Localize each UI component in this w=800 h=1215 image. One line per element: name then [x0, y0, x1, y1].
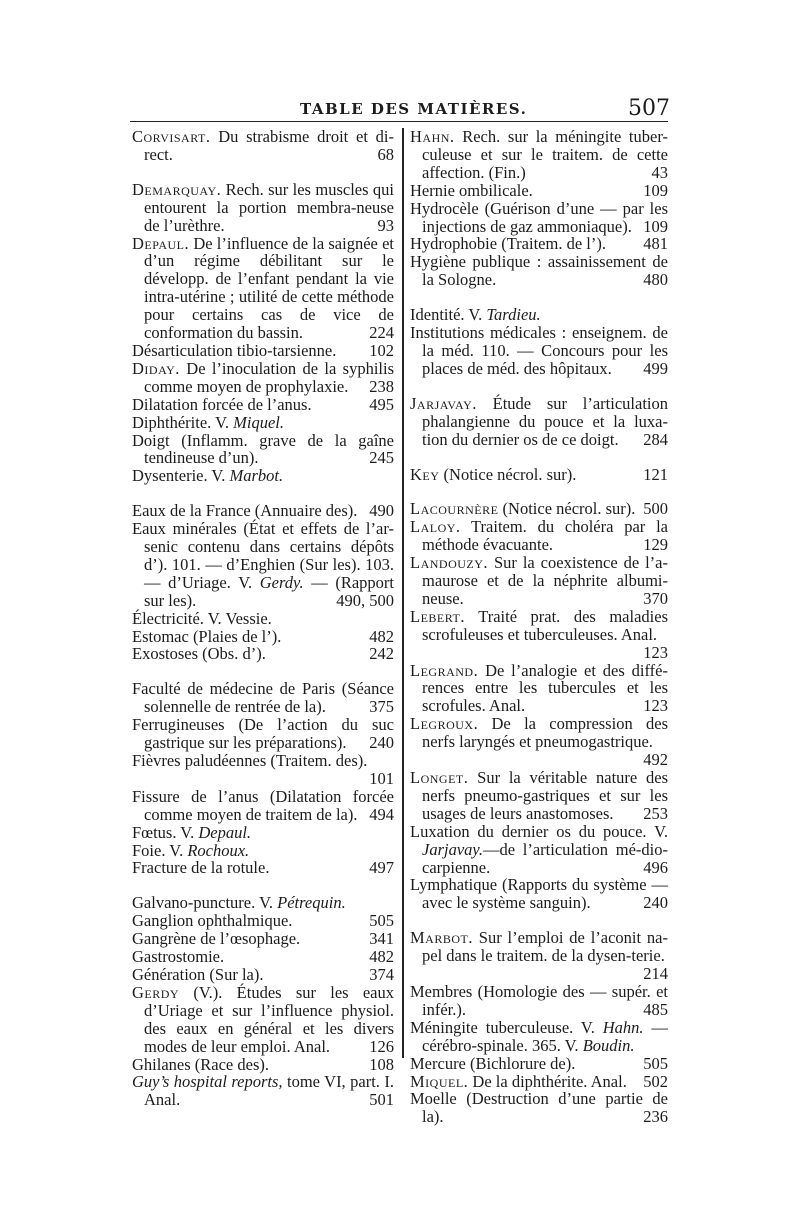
index-entry: [132, 859, 394, 877]
entry-heading: Fœtus. V.: [132, 822, 199, 842]
entry-heading: Hygiène publique : assainissement de la Sologne.: [410, 252, 668, 290]
page-reference: 123: [643, 642, 668, 662]
index-entry: [410, 1055, 668, 1073]
entry-crossref: Pétrequin.: [277, 893, 346, 913]
entry-text: (Notice nécrol. sur).: [498, 499, 636, 519]
entry-heading: Diphthérite. V.: [132, 412, 234, 432]
entry-heading: Foie. V.: [132, 840, 188, 860]
index-entry: [410, 662, 668, 716]
entry-crossref: Jarjavay.: [422, 839, 483, 859]
index-entry: [132, 645, 394, 663]
entry-heading: Hahn.: [410, 127, 455, 146]
page-reference: 492: [643, 750, 668, 770]
page-reference: 482: [369, 947, 394, 967]
entry-heading: Ganglion ophthalmique.: [132, 911, 293, 931]
entry-text: Traitem. du choléra par la méthode évacuante.: [422, 517, 668, 555]
section-gap: [410, 483, 668, 500]
entry-heading: Laloy.: [410, 517, 461, 537]
entry-heading: Marbot.: [410, 928, 473, 948]
entry-heading: Galvano-puncture. V.: [132, 893, 278, 913]
entry-heading: Corvisart.: [132, 127, 211, 146]
entry-heading: Dilatation forcée de l’anus.: [132, 394, 312, 414]
page-reference: 123: [643, 696, 668, 716]
page-reference: 68: [377, 144, 394, 164]
entry-heading: Identité. V.: [410, 305, 487, 325]
index-entry: [410, 1090, 668, 1126]
page-reference: 108: [369, 1054, 394, 1074]
page-reference: 102: [369, 340, 394, 360]
entry-text-cont: —de l’articulation mé-dio-carpienne.: [422, 839, 668, 877]
entry-heading: Legroux.: [410, 714, 479, 734]
index-entry: [132, 520, 394, 610]
index-entry: [410, 235, 668, 253]
index-entry: [132, 966, 394, 984]
page-reference: 253: [643, 803, 668, 823]
index-entry: [410, 200, 668, 236]
column-divider: [402, 128, 404, 1058]
index-entry: [410, 929, 668, 983]
page-reference: 129: [643, 535, 668, 555]
entry-heading: Ferrugineuses (De l’action du suc gastrique sur les préparations).: [132, 715, 394, 753]
entry-text: De la compression des nerfs laryngés et pneumogastrique.: [422, 714, 668, 752]
entry-heading: Longet.: [410, 768, 469, 787]
page-reference: 109: [643, 216, 668, 236]
section-gap: [410, 378, 668, 395]
index-entry: [132, 128, 394, 164]
entry-text: De l’inoculation de la syphilis comme moyen de prophylaxie.: [144, 358, 394, 396]
section-gap: [132, 663, 394, 680]
index-entry: [410, 518, 668, 554]
index-entry: [132, 716, 394, 752]
page-reference: 126: [369, 1036, 394, 1056]
index-entry: [132, 842, 394, 860]
entry-heading: Doigt (Inflamm. grave de la gaîne tendineuse d’un).: [132, 430, 394, 468]
entry-heading: Fracture de la rotule.: [132, 858, 270, 878]
entry-heading: Hernie ombilicale.: [410, 180, 533, 200]
entry-heading: Diday.: [132, 358, 180, 378]
page-reference: 121: [643, 464, 668, 484]
entry-heading: Hydrophobie (Traitem. de l’).: [410, 234, 606, 254]
section-gap: [132, 164, 394, 181]
running-header-title: TABLE DES MATIÈRES.: [300, 100, 528, 118]
index-entry: [410, 608, 668, 662]
page-reference: 496: [643, 857, 668, 877]
index-entry: [410, 306, 668, 324]
entry-crossref: Gerdy.: [259, 572, 304, 592]
page-reference: 240: [643, 893, 668, 913]
entry-text: Sur l’emploi de l’aconit na-pel dans le traitem. de la dysen-terie.: [422, 928, 668, 966]
index-entry: [410, 324, 668, 378]
entry-crossref: Marbot.: [229, 466, 284, 486]
entry-heading: Miquel.: [410, 1071, 469, 1091]
page-reference: 502: [643, 1071, 668, 1091]
page-reference: 109: [643, 180, 668, 200]
page-reference: 490: [369, 501, 394, 521]
entry-crossref: Boudin.: [582, 1035, 635, 1055]
left-column: [132, 128, 394, 1109]
entry-heading: Méningite tuberculeuse. V.: [410, 1017, 603, 1037]
page-reference: 497: [369, 858, 394, 878]
index-entry: [410, 128, 668, 182]
index-entry: [132, 788, 394, 824]
page-reference: 284: [643, 429, 668, 449]
index-entry: [410, 1019, 668, 1055]
entry-heading: Moelle (Destruction d’une partie de la).: [410, 1089, 668, 1127]
page-reference: 240: [369, 733, 394, 753]
entry-heading: Lacournère: [410, 499, 499, 519]
section-gap: [132, 485, 394, 502]
page-reference: 499: [643, 358, 668, 378]
entry-crossref: Hahn.: [602, 1017, 644, 1037]
page-number: 507: [628, 96, 670, 121]
page-reference: 93: [377, 215, 394, 235]
page-reference: 505: [369, 911, 394, 931]
entry-heading: Eaux de la France (Annuaire des).: [132, 501, 358, 521]
index-entry: [132, 235, 394, 342]
index-entry: [132, 948, 394, 966]
section-gap: [410, 912, 668, 929]
entry-text-cont: — cérébro-spinale. 365. V.: [422, 1017, 668, 1055]
index-entry: [132, 1056, 394, 1074]
index-entry: [132, 894, 394, 912]
entry-heading: Membres (Homologie des — supér. et infér.).: [410, 981, 668, 1019]
entry-heading: Dysenterie. V.: [132, 466, 230, 486]
index-entry: [410, 500, 668, 518]
index-entry: [132, 360, 394, 396]
entry-heading: Ghilanes (Race des).: [132, 1054, 269, 1074]
section-gap: [410, 449, 668, 466]
entry-text: Du strabisme droit et di-rect.: [144, 127, 394, 164]
index-entry: [410, 983, 668, 1019]
entry-heading: Électricité. V. Vessie.: [132, 608, 272, 628]
entry-text: Rech. sur la méningite tuber-culeuse et sur le traitem. de cette affection. (Fin.): [422, 127, 668, 182]
index-entry: [132, 414, 394, 432]
entry-crossref: Tardieu.: [486, 305, 541, 325]
index-entry: [410, 466, 668, 484]
index-entry: [410, 876, 668, 912]
page-reference: 375: [369, 697, 394, 717]
entry-text: Traité prat. des maladies scrofuleuses et tuberculeuses. Anal.: [422, 606, 668, 644]
index-entry: [410, 182, 668, 200]
entry-heading: Lymphatique (Rapports du système — avec le système sanguin).: [410, 875, 668, 913]
entry-text: De l’analogie et des diffé-rences entre les tubercules et les scrofules. Anal.: [422, 660, 668, 716]
entry-heading: Faculté de médecine de Paris (Séance solennelle de rentrée de la).: [132, 679, 394, 717]
page-reference: 242: [369, 644, 394, 664]
entry-heading: Legrand.: [410, 660, 479, 680]
page-reference: 501: [369, 1090, 394, 1110]
index-entry: [410, 715, 668, 769]
entry-heading: Gangrène de l’œsophage.: [132, 929, 301, 949]
entry-heading: Génération (Sur la).: [132, 964, 264, 984]
entry-heading: Lebert.: [410, 606, 465, 626]
index-entry: [132, 1073, 394, 1109]
entry-crossref: Miquel.: [233, 412, 285, 432]
entry-crossref: Rochoux.: [187, 840, 250, 860]
index-entry: [410, 554, 668, 608]
index-entry: [132, 181, 394, 235]
right-column: [410, 128, 668, 1126]
entry-heading: Mercure (Bichlorure de).: [410, 1053, 576, 1073]
entry-heading: Exostoses (Obs. d’).: [132, 644, 266, 664]
index-entry: [132, 984, 394, 1056]
page-reference: 370: [643, 588, 668, 608]
entry-heading: Depaul.: [132, 233, 190, 253]
index-entry: [132, 396, 394, 414]
index-entry: [132, 502, 394, 520]
page-reference: 481: [643, 234, 668, 254]
index-entry: [132, 628, 394, 646]
entry-heading: Key: [410, 464, 440, 484]
index-entry: [410, 823, 668, 877]
entry-heading: Désarticulation tibio-tarsienne.: [132, 340, 337, 360]
index-entry: [132, 610, 394, 628]
entry-text: De l’influence de la saignée et d’un régime débilitant sur le développ. de l’enfant pendant la vie intra-utérine ; utilité de cette méthode pour certains cas de vice de conformation du bassin.: [144, 233, 394, 343]
entry-text: (Notice nécrol. sur).: [439, 464, 577, 484]
entry-text: Sur la coexistence de l’a-maurose et de la néphrite albumi-neuse.: [422, 553, 668, 608]
section-gap: [132, 877, 394, 894]
entry-heading: Jarjavay.: [410, 393, 477, 413]
page-reference: 214: [643, 964, 668, 984]
index-entry: [132, 432, 394, 468]
index-entry: [132, 467, 394, 485]
page-reference: 236: [643, 1107, 668, 1127]
page-reference: 238: [369, 376, 394, 396]
entry-heading: Eaux minérales (État et effets de l’ar-senic contenu dans certains dépôts d’). 101. — d’Enghien (Sur les). 103. — d’Uriage. V.: [132, 519, 394, 592]
page-reference: 482: [369, 626, 394, 646]
entry-crossref: Guy’s hospital reports,: [132, 1072, 283, 1092]
entry-heading: Gastrostomie.: [132, 947, 225, 967]
page-reference: 485: [643, 999, 668, 1019]
entry-text-cont: tome VI, part. I. Anal.: [144, 1072, 394, 1110]
entry-heading: Hydrocèle (Guérison d’une — par les injections de gaz ammoniaque).: [410, 198, 668, 236]
page-reference: 101: [369, 768, 394, 788]
index-entry: [132, 930, 394, 948]
index-entry: [410, 395, 668, 449]
page-reference: 494: [369, 804, 394, 824]
page-reference: 500: [643, 499, 668, 519]
entry-text: (V.). Études sur les eaux d’Uriage et sur l’influence physiol. des eaux en général et les divers modes de leur emploi. Anal.: [144, 982, 394, 1056]
index-entry: [132, 342, 394, 360]
entry-heading: Estomac (Plaies de l’).: [132, 626, 282, 646]
entry-heading: Landouzy.: [410, 553, 489, 573]
index-entry: [410, 253, 668, 289]
entry-heading: Gerdy: [132, 982, 180, 1002]
index-entry: [132, 752, 394, 788]
entry-crossref: Depaul.: [198, 822, 252, 842]
page-reference: 374: [369, 964, 394, 984]
section-gap: [410, 289, 668, 306]
entry-heading: Demarquay.: [132, 179, 222, 199]
page-reference: 245: [369, 448, 394, 468]
page-reference: 480: [643, 270, 668, 290]
header-rule: [130, 121, 668, 122]
entry-text: Sur la véritable nature des nerfs pneumo-gastriques et sur les usages de leurs anastomoses.: [422, 768, 668, 823]
entry-text: De la diphthérite. Anal.: [468, 1071, 627, 1091]
entry-text: Rech. sur les muscles qui entourent la portion membra-neuse de l’urèthre.: [144, 179, 394, 235]
entry-text-cont: — (Rapport sur les).: [144, 572, 394, 610]
index-entry: [410, 769, 668, 823]
entry-text: Étude sur l’articulation phalangienne du pouce et la luxa-tion du dernier os de ce doigt.: [422, 393, 668, 449]
page-reference: 495: [369, 394, 394, 414]
entry-heading: Luxation du dernier os du pouce. V.: [410, 821, 668, 841]
page-reference: 341: [369, 929, 394, 949]
entry-heading: Fissure de l’anus (Dilatation forcée comme moyen de traitem de la).: [132, 786, 394, 824]
index-entry: [132, 680, 394, 716]
index-entry: [410, 1073, 668, 1091]
page-reference: 490, 500: [336, 590, 394, 610]
entry-heading: Fièvres paludéennes (Traitem. des).: [132, 751, 368, 770]
page-reference: 43: [651, 162, 668, 182]
page-reference: 224: [369, 323, 394, 343]
index-entry: [132, 824, 394, 842]
page-reference: 505: [643, 1053, 668, 1073]
index-entry: [132, 912, 394, 930]
entry-heading: Institutions médicales : enseignem. de la méd. 110. — Concours pour les places de méd. des hôpitaux.: [410, 323, 668, 378]
